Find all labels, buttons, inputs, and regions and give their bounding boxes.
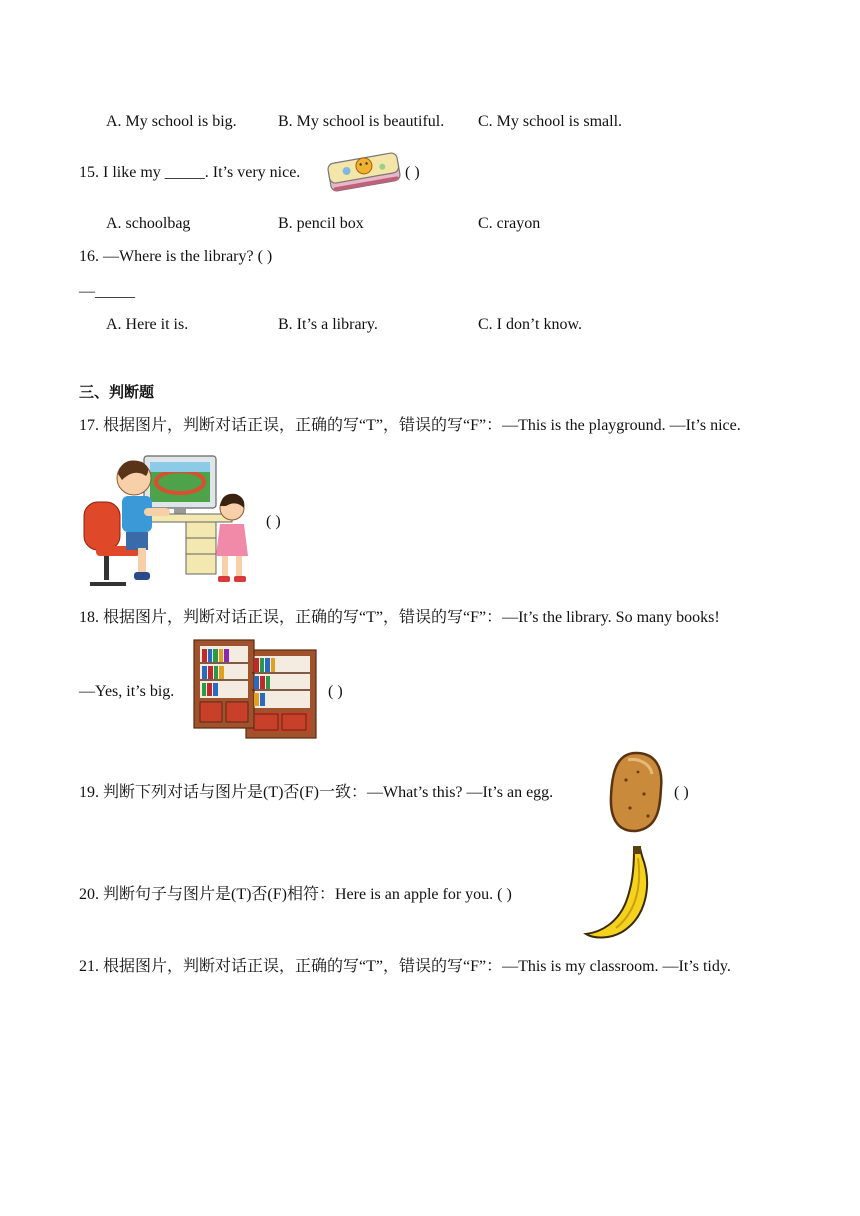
q16-option-a: A. Here it is. [106,316,189,333]
q18-text-line2: —Yes, it’s big. [79,683,175,700]
banana-image [582,846,654,942]
q18-paren: ( ) [328,683,343,700]
pencil-box-image [325,148,403,196]
potato-image [606,750,666,834]
q16-stem: 16. —Where is the library? ( ) [79,248,273,265]
q19-paren: ( ) [674,784,689,801]
q19-text: 19. 判断下列对话与图片是(T)否(F)一致：—What’s this? —It’s an egg. [79,784,554,801]
q16-option-b: B. It’s a library. [278,316,378,333]
q15-paren: ( ) [405,164,420,181]
q14-option-b: B. My school is beautiful. [278,113,445,130]
q16-answer-line: —_____ [79,283,135,300]
q14-option-c: C. My school is small. [478,113,623,130]
q17-text: 17. 根据图片，判断对话正误，正确的写“T”，错误的写“F”：—This is the playground. —It’s nice. [79,417,741,434]
bookshelves-image [190,636,320,742]
children-at-computer-image [82,452,254,592]
q21-text: 21. 根据图片，判断对话正误，正确的写“T”，错误的写“F”：—This is my classroom. —It’s tidy. [79,958,731,975]
q15-option-b: B. pencil box [278,215,364,232]
q15-stem: 15. I like my _____. It’s very nice. [79,164,301,181]
q20-text: 20. 判断句子与图片是(T)否(F)相符：Here is an apple for you. ( ) [79,886,512,903]
q17-paren: ( ) [266,513,281,530]
section-heading: 三、判断题 [79,383,155,401]
q16-option-c: C. I don’t know. [478,316,582,333]
q18-text: 18. 根据图片，判断对话正误，正确的写“T”，错误的写“F”：—It’s the library. So many books! [79,609,720,626]
q15-option-c: C. crayon [478,215,541,232]
q14-option-a: A. My school is big. [106,113,237,130]
q15-option-a: A. schoolbag [106,215,191,232]
